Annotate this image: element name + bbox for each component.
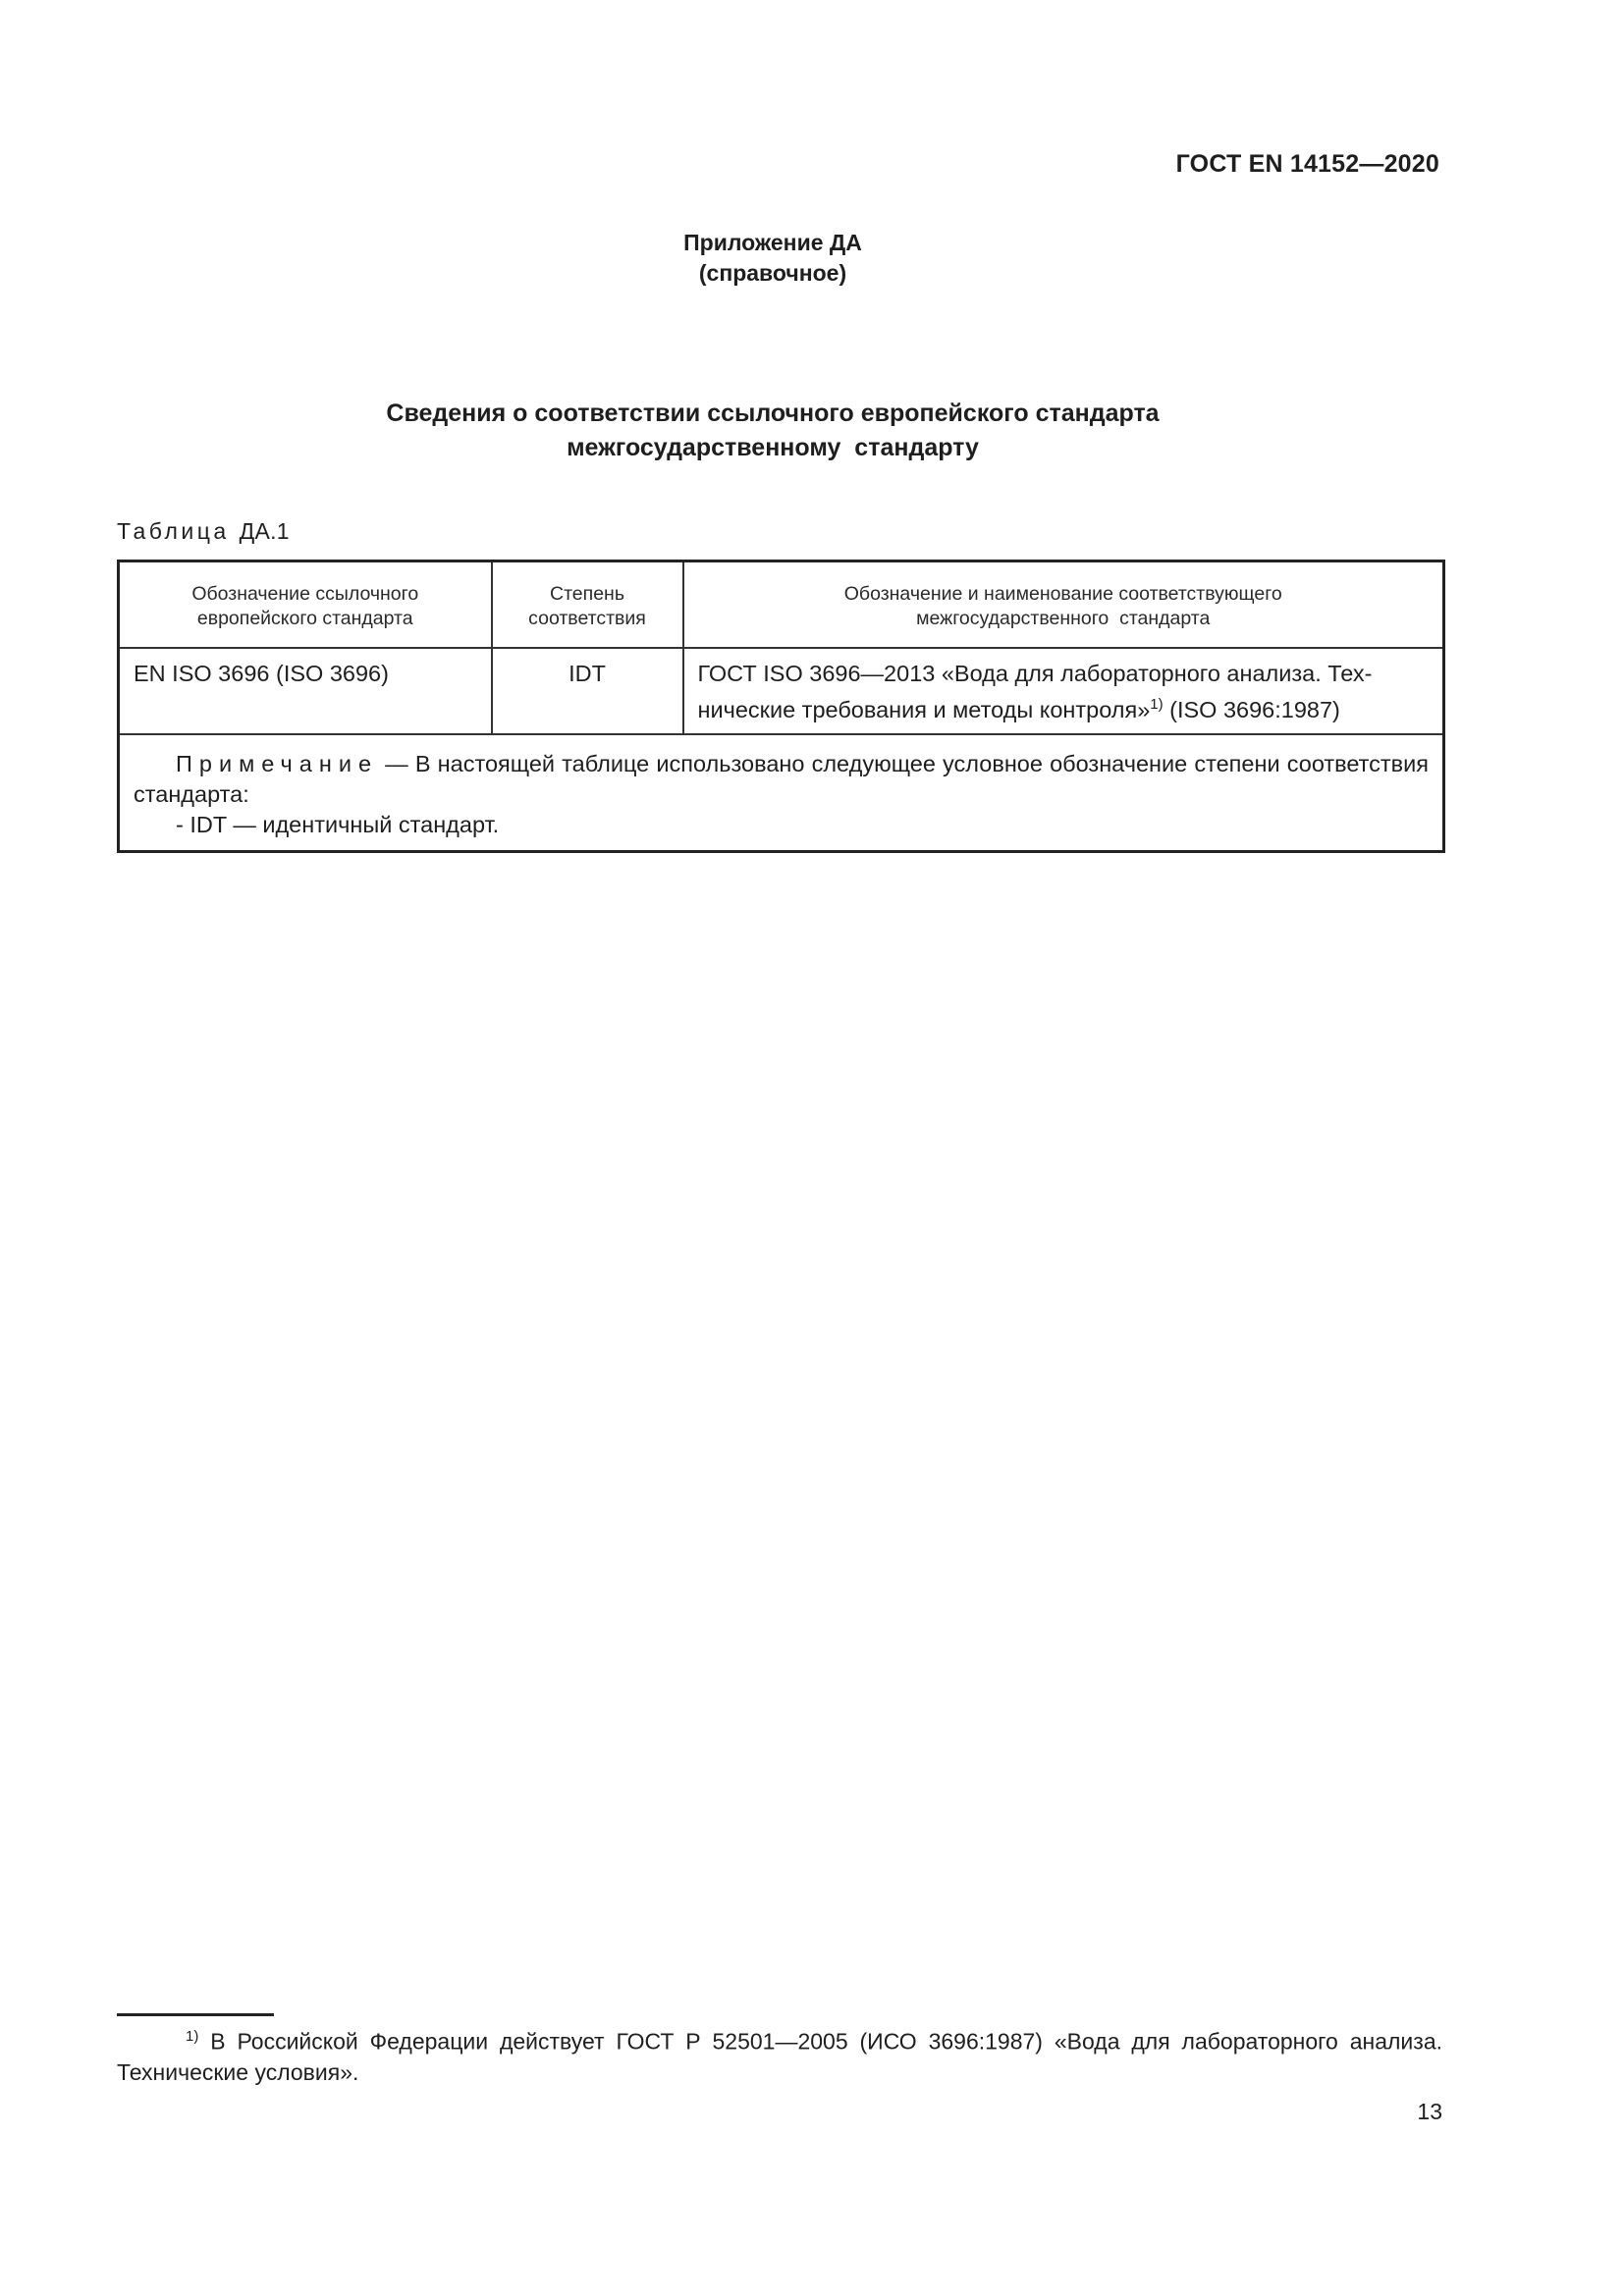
- footnote-mark: 1): [186, 2028, 199, 2045]
- footnote-text: В Российской Федерации действует ГОСТ Р 52501—2005 (ИСО 3696:1987) «Вода для лабораторного анализа. Технические условия».: [117, 2028, 1442, 2085]
- column-header-interstate-standard: [683, 561, 1444, 649]
- table-caption: [117, 518, 290, 545]
- table-row: [119, 648, 1444, 734]
- cell-degree: IDT: [492, 648, 683, 734]
- column-header-designation: [119, 561, 492, 649]
- cell-standard-text: нические требования и методы контроля»: [697, 696, 1151, 722]
- table-caption-number: ДА.1: [239, 518, 290, 544]
- section-heading-line1: Сведения о соответствии ссылочного европейского стандарта: [386, 400, 1160, 427]
- footnote: [117, 2021, 1442, 2088]
- note-label: Примечание: [176, 750, 379, 776]
- section-heading: [0, 397, 1545, 465]
- table-caption-word: Таблица: [117, 518, 230, 544]
- section-heading-line2: межгосударственному стандарту: [567, 434, 979, 461]
- page-number: 13: [1417, 2099, 1442, 2124]
- cell-designation: EN ISO 3696 (ISO 3696): [119, 648, 492, 734]
- note-list-item: - IDT — идентичный стандарт.: [176, 811, 500, 837]
- footnote-reference: 1): [1150, 696, 1164, 713]
- cell-standard-line1: ГОСТ ISO 3696—2013 «Вода для лабораторного анализа. Тех-: [697, 661, 1373, 686]
- footnote-separator: [117, 2013, 274, 2016]
- document-code: ГОСТ EN 14152—2020: [1175, 150, 1439, 178]
- column-header-line: Обозначение и наименование соответствующего: [843, 583, 1282, 605]
- column-header-line: Степень: [550, 583, 624, 605]
- appendix-title: Приложение ДА: [683, 230, 862, 255]
- appendix-header: [0, 228, 1545, 289]
- table-header-row: [119, 561, 1444, 649]
- column-header-degree: [492, 561, 683, 649]
- cell-interstate-standard: [683, 648, 1444, 734]
- note-text: — В настоящей таблице использовано следующее условное обозначение степени соответствия стандарта:: [134, 750, 1429, 807]
- table-note: [119, 734, 1444, 852]
- cell-standard-tail: (ISO 3696:1987): [1163, 696, 1340, 722]
- cell-standard-line2: [698, 689, 1430, 725]
- correspondence-table: [117, 560, 1445, 853]
- column-header-line: межгосударственного стандарта: [916, 608, 1211, 629]
- column-header-line: Обозначение ссылочного: [191, 583, 419, 605]
- column-header-line: европейского стандарта: [196, 608, 413, 629]
- table-note-row: [119, 734, 1444, 852]
- column-header-line: соответствия: [528, 608, 646, 629]
- appendix-subtitle: (справочное): [698, 260, 847, 286]
